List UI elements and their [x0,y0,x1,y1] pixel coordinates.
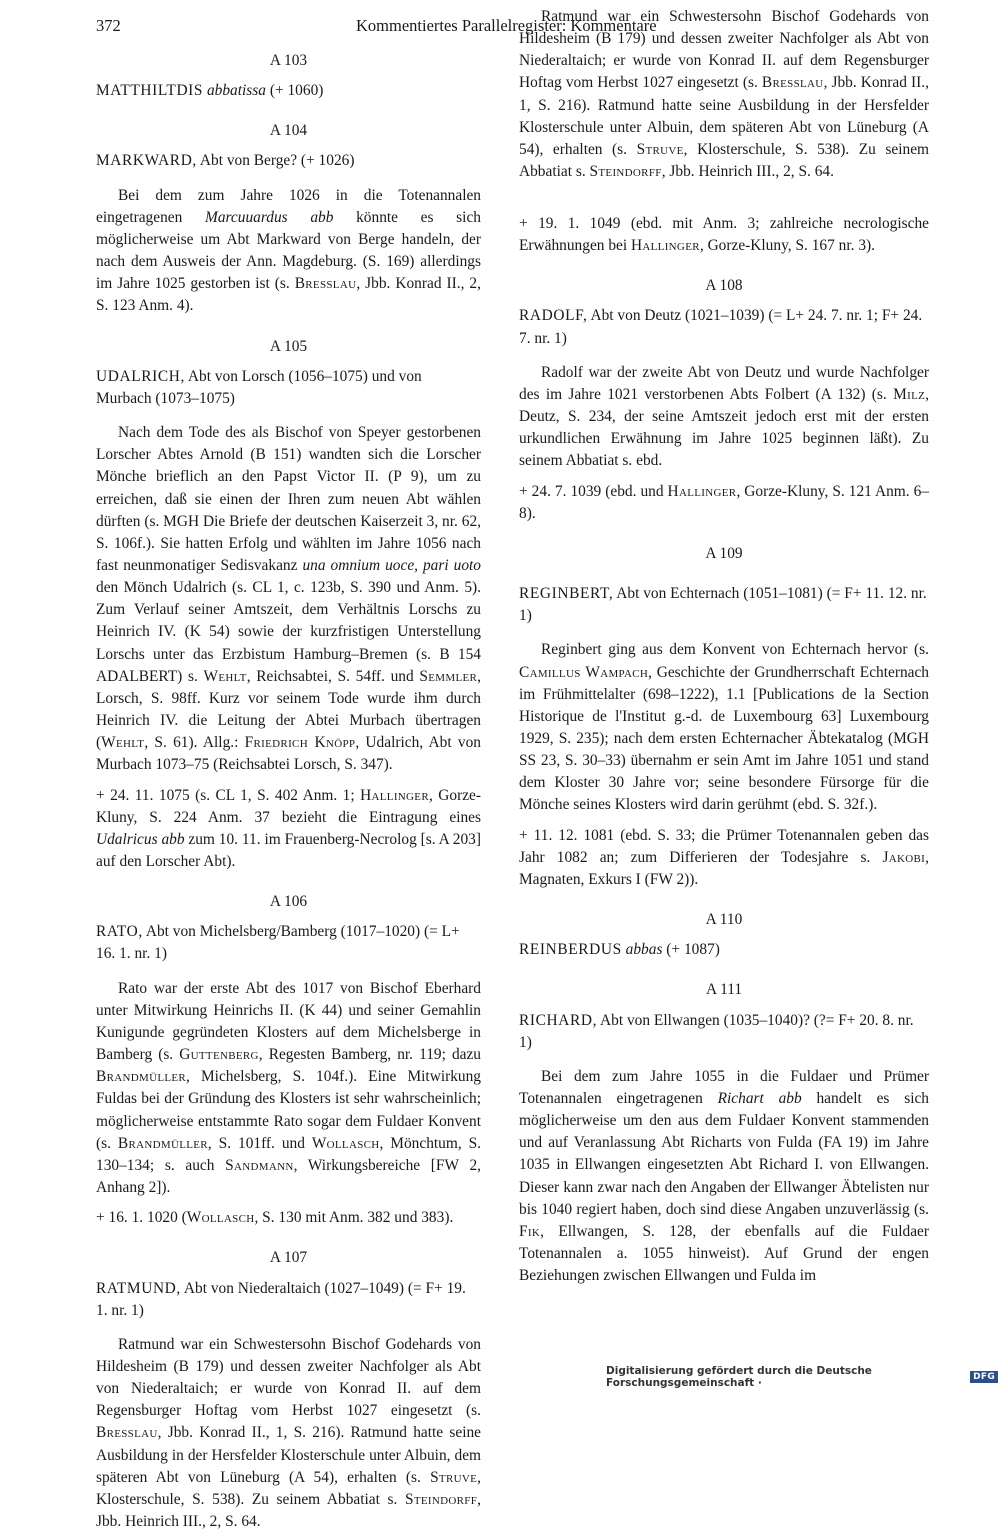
paragraph: Bei dem zum Jahre 1026 in die Totenannalen eingetragenen Marcuuardus abb könnte es sich möglicherweise um Abt Markward von Berge handeln, der nach dem Ausweis der Ann. Magdeburg. (S. 169) allerdings im Jahre 1025 gestorben ist (s. Bresslau, Jbb. Konrad II., 2, S. 123 Anm. 4). [96,186,481,315]
dfg-logo: DFG [970,1371,998,1383]
entry-heading [519,939,929,961]
entry-heading-rest: Abt von Niederaltaich (1027–1049) (= F+ 19. 1. nr. 1) [96,1279,466,1319]
entry-name: REINBERDUS [519,941,622,959]
entry-heading [96,366,481,410]
entry-heading [96,1278,481,1322]
entry-name: MATTHILTDIS [96,82,204,100]
paragraph: Nach dem Tode des als Bischof von Speyer gestorbenen Lorscher Abtes Arnold (B 151) wandten sich die Lorscher Mönche brieflich an den Papst Victor II. (P 9), um zu erreichen, daß sie einen der Ihren zum neuen Abt wählen dürften (s. MGH Die Briefe der deutschen Kaiserzeit 3, nr. 62, S. 106f.). Sie hatten Erfolg und wählten im Jahre 1056 nach fast neunmonatiger Sedisvakanz una omnium uoce, pari uoto den Mönch Udalrich (s. CL 1, c. 123b, S. 390 und Anm. 5). Zum Verlauf seiner Amtszeit, dem Verhältnis Lorschs zu Heinrich IV. (K 54) sowie der kurzfristigen Unterstellung Lorschs unter das Erzbistum Hamburg–Bremen (s. B 154 ADALBERT) s. Wehlt, Reichsabtei, S. 54ff. und Semmler, Lorsch, S. 98ff. Kurz vor seinem Tode wurde ihm durch Heinrich IV. die Leitung der Abtei Murbach übertragen (Wehlt, S. 61). Allg.: Friedrich Knöpp, Udalrich, Abt von Murbach 1073–75 (Reichsabtei Lorsch, S. 347). [96,424,482,774]
paragraph: Radolf war der zweite Abt von Deutz und wurde Nachfolger des im Jahre 1021 verstorbenen Abts Folbert (A 132) (s. Milz, Deutz, S. 234, der seine Amtszeit jedoch erst mit der ersten urkundlichen Erwähnung im Jahre 1025 beginnen läßt). Zu seinem Abbatiat s. ebd. [519,363,929,470]
entry-heading-rest: Abt von Echternach (1051–1081) (= F+ 11. 12. nr. 1) [519,585,927,625]
entry-heading-rest: Abt von Lorsch (1056–1075) und von Murbach (1073–1075) [96,367,422,407]
right-column [519,8,930,1287]
paragraph: Reginbert ging aus dem Konvent von Echternach hervor (s. Camillus Wampach, Geschichte der Grundherrschaft Echternach im Frühmittelalter (698–1222), 1.1 [Publications de la Section Historique de l'Institut g.-d. de Luxembourg 63] Luxembourg 1929, S. 235); nach dem ersten Echternacher Äbtekatalog (MGH SS 23, S. 30–33) übernahm er sein Amt im Jahre 1051 und stand dem Kloster 30 Jahre vor; seine besondere Fürsorge für die Mönche seines Klosters wird darin gerühmt (ebd. S. 32f.). [519,641,929,814]
entry-name: UDALRICH, [96,367,185,385]
death-note: + 11. 12. 1081 (ebd. S. 33; die Prümer Totenannalen geben das Jahr 1082 an; zum Differieren der Todesjahre s. Jakobi, Magnaten, Exkurs I (FW 2)). [519,826,929,888]
entry-id: A 111 [705,981,743,999]
death-note: + 24. 11. 1075 (s. CL 1, S. 402 Anm. 1; Hallinger, Gorze-Kluny, S. 224 Anm. 37 bezieht die Eintragung eines Udalricus abb zum 10. 11. im Frauenberg-Necrolog [s. A 203] auf den Lorscher Abt). [96,786,481,870]
entry-title-italic: abbas [625,941,663,959]
entry-id: A 105 [269,337,308,355]
death-note: + 16. 1. 1020 (Wollasch, S. 130 mit Anm. 382 und 383). [96,1209,454,1227]
entry-name: RICHARD, [519,1011,598,1029]
entry-heading [519,583,929,627]
entry-heading [519,305,929,349]
paragraph: Ratmund war ein Schwestersohn Bischof Godehards von Hildesheim (B 179) und dessen zweiter Nachfolger als Abt von Niederaltaich; er wurde von Konrad II. auf dem Regensburger Hoftag vom Herbst 1027 eingesetzt (s. Bresslau, Jbb. Konrad II., 1, S. 216). Ratmund hatte seine Ausbildung in der Hersfelder Klosterschule unter Albuin, dem späteren Abt von Lüneburg (A 54), erhalten (s. Struve, Klosterschule, S. 538). Zu seinem Abbatiat s. Steindorff, Jbb. Heinrich III., 2, S. 64. [96,1335,481,1531]
entry-heading [96,80,481,102]
entry-id: A 103 [269,52,308,69]
entry-name: MARKWARD, [96,152,197,170]
digitization-footer [606,1364,1000,1389]
entry-title-italic: abbatissa [206,82,266,100]
death-note: + 24. 7. 1039 (ebd. und Hallinger, Gorze-Kluny, S. 121 Anm. 6–8). [519,482,930,522]
entry-heading [96,150,481,172]
entry-heading-rest: Abt von Deutz (1021–1039) (= L+ 24. 7. nr. 1; F+ 24. 7. nr. 1) [519,307,923,347]
entry-heading-rest: Abt von Ellwangen (1035–1040)? (?= F+ 20. 8. nr. 1) [519,1011,914,1051]
entry-name: RADOLF, [519,307,588,325]
entry-heading-rest: Abt von Berge? (+ 1026) [196,152,355,170]
entry-heading [96,921,481,965]
running-title: Kommentiertes Parallelregister: Kommentare [356,16,657,35]
paragraph: Bei dem zum Jahre 1055 in die Fuldaer und Prümer Totenannalen eingetragenen Richart abb handelt es sich möglicherweise um den aus dem Fuldaer Konvent stammenden und auf Veranlassung Abt Richarts von Fulda (FA 19) im Jahre 1035 in Ellwangen eingesetzten Abt Richard I. von Ellwangen. Dieser kann zwar nach den Angaben der Ellwanger Äbtelisten nur bis 1040 regiert haben, doch sind diese Angaben unzuverlässig (s. Fik, Ellwangen, S. 128, der ebenfalls auf die Fuldaer Totenannalen a. 1055 hinweist). Auf Grund der engen Beziehungen zwischen Ellwangen und Fulda im [519,1067,929,1285]
entry-id: A 110 [705,911,743,929]
death-note: + 19. 1. 1049 (ebd. mit Anm. 3; zahlreiche necrologische Erwähnungen bei Hallinger, Gorze-Kluny, S. 167 nr. 3). [519,215,929,255]
paragraph-continuation: Ratmund war ein Schwestersohn Bischof Godehards von Hildesheim (B 179) und dessen zweiter Nachfolger als Abt von Niederaltaich; er wurde von Konrad II. auf dem Regensburger Hoftag vom Herbst 1027 eingesetzt (s. Bresslau, Jbb. Konrad II., 1, S. 216). Ratmund hatte seine Ausbildung in der Hersfelder Klosterschule unter Albuin, dem späteren Abt von Lüneburg (A 54), erhalten (s. Struve, Klosterschule, S. 538). Zu seinem Abbatiat s. Steindorff, Jbb. Heinrich III., 2, S. 64. [519,8,929,181]
entry-id: A 108 [705,277,743,295]
entry-heading-rest: Abt von Michelsberg/Bamberg (1017–1020) (= L+ 16. 1. nr. 1) [96,923,460,963]
entry-heading-rest: (+ 1087) [662,941,720,959]
entry-name: REGINBERT, [519,585,614,603]
entry-id: A 107 [269,1249,308,1267]
entry-heading-rest: (+ 1060) [265,82,324,100]
left-column [96,50,482,1531]
footer-text: Digitalisierung gefördert durch die Deutsche Forschungsgemeinschaft · [606,1364,872,1389]
entry-name: RATO, [96,923,143,941]
entry-name: RATMUND, [96,1279,181,1297]
page-number: 372 [96,16,121,35]
entry-id: A 104 [269,122,308,140]
entry-id: A 109 [705,544,743,562]
entry-id: A 106 [269,893,308,911]
paragraph: Rato war der erste Abt des 1017 von Bischof Eberhard unter Mitwirkung Heinrichs II. (K 44) und seiner Gemahlin Kunigunde gegründeten Klosters auf dem Michelsberge in Bamberg (s. Guttenberg, Regesten Bamberg, nr. 119; dazu Brandmüller, Michelsberg, S. 104f.). Eine Mitwirkung Fuldas bei der Gründung des Klosters ist sehr wahrscheinlich; möglicherweise entstammte Rato sogar dem Fuldaer Konvent (s. Brandmüller, S. 101ff. und Wollasch, Mönchtum, S. 130–134; s. auch Sandmann, Wirkungsbereiche [FW 2, Anhang 2]). [96,979,481,1197]
entry-heading [519,1010,929,1054]
